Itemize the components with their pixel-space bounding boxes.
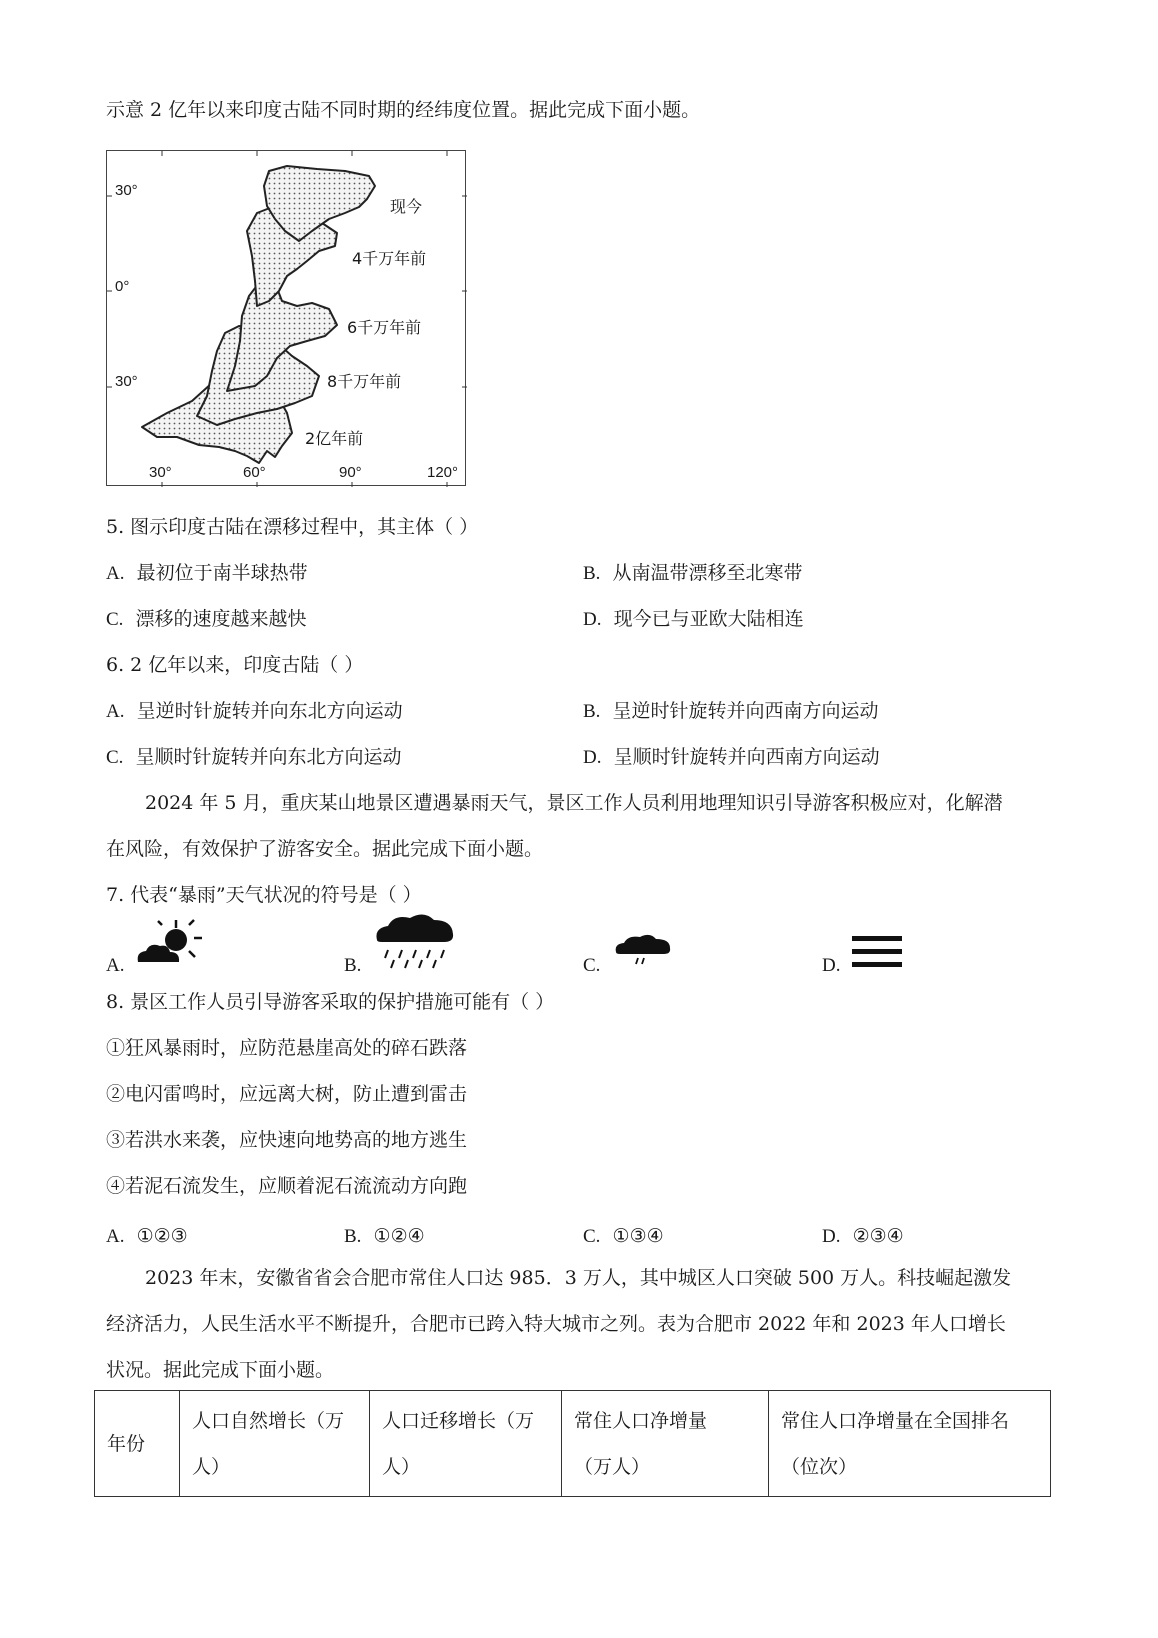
lon-label-60: 60°: [243, 464, 266, 481]
option-text: ①③④: [612, 1225, 664, 1247]
india-drift-map: [106, 150, 466, 486]
passage3-line3: 状况。据此完成下面小题。: [106, 1359, 335, 1381]
q5-option-a: [106, 561, 308, 586]
option-letter: B.: [344, 1226, 362, 1247]
q5-option-d: [583, 607, 804, 632]
period-label-present: 现今: [390, 197, 423, 216]
header-cell-net-increase: 常住人口净增量 （万人）: [562, 1391, 769, 1497]
passage2-line2: 在风险，有效保护了游客安全。据此完成下面小题。: [106, 838, 544, 860]
q7-option-a-letter: A.: [106, 955, 125, 976]
period-label-200mya: 2亿年前: [305, 429, 364, 448]
lat-label-0: 0°: [115, 278, 130, 295]
header-cell-national-rank: 常住人口净增量在全国排名 （位次）: [769, 1391, 1051, 1497]
lat-label-30n: 30°: [115, 182, 138, 199]
option-letter: A.: [106, 701, 125, 722]
sun-behind-cloud-icon: [134, 918, 204, 970]
lat-label-30s: 30°: [115, 373, 138, 390]
q8-item-2: ②电闪雷鸣时，应远离大树，防止遭到雷击: [106, 1083, 468, 1105]
q7-stem: 7. 代表“暴雨”天气状况的符号是（ ）: [106, 884, 422, 906]
fog-icon: [852, 934, 904, 970]
header-cell-natural-growth: 人口自然增长（万 人）: [180, 1391, 370, 1497]
option-text: 呈顺时针旋转并向西南方向运动: [613, 746, 880, 768]
option-letter: C.: [106, 609, 124, 630]
q5-stem: 5. 图示印度古陆在漂移过程中，其主体（ ）: [106, 516, 479, 538]
period-label-40mya: 4千万年前: [352, 249, 427, 268]
q5-option-c: [106, 607, 307, 632]
q6-stem: 6. 2 亿年以来，印度古陆（ ）: [106, 654, 364, 676]
period-label-60mya: 6千万年前: [347, 318, 422, 337]
table-header-row: [95, 1391, 1051, 1497]
option-letter: C.: [106, 747, 124, 768]
option-letter: B.: [583, 563, 601, 584]
heavy-rain-cloud-icon: [374, 910, 456, 970]
passage2-line1: 2024 年 5 月，重庆某山地景区遭遇暴雨天气，景区工作人员利用地理知识引导游客积极应对，化解潜: [145, 792, 1003, 814]
q7-option-b-letter: B.: [344, 955, 362, 976]
period-label-80mya: 8千万年前: [327, 372, 402, 391]
q8-item-4: ④若泥石流发生，应顺着泥石流流动方向跑: [106, 1175, 468, 1197]
q8-option-c: [583, 1224, 664, 1249]
option-letter: A.: [106, 563, 125, 584]
q7-option-c-letter: C.: [583, 955, 601, 976]
option-text: 呈逆时针旋转并向西南方向运动: [612, 700, 879, 722]
intro-line: 示意 2 亿年以来印度古陆不同时期的经纬度位置。据此完成下面小题。: [106, 99, 701, 121]
population-growth-table: [94, 1390, 1051, 1497]
q8-option-b: [344, 1224, 425, 1249]
option-text: ②③④: [852, 1225, 904, 1247]
q7-option-d-letter: D.: [822, 955, 841, 976]
option-letter: D.: [583, 747, 602, 768]
option-text: 现今已与亚欧大陆相连: [613, 608, 804, 630]
option-letter: C.: [583, 1226, 601, 1247]
q8-option-a: [106, 1224, 188, 1249]
q6-option-b: [583, 699, 879, 724]
header-cell-migration-growth: 人口迁移增长（万 人）: [370, 1391, 562, 1497]
lon-label-30: 30°: [149, 464, 172, 481]
option-text: 最初位于南半球热带: [136, 562, 308, 584]
option-letter: D.: [583, 609, 602, 630]
option-text: 从南温带漂移至北寒带: [612, 562, 803, 584]
option-letter: A.: [106, 1226, 125, 1247]
option-text: 漂移的速度越来越快: [135, 608, 307, 630]
passage3-line1: 2023 年末，安徽省省会合肥市常住人口达 985．3 万人，其中城区人口突破 500 万人。科技崛起激发: [145, 1267, 1012, 1289]
header-cell-year: 年份: [95, 1391, 180, 1497]
option-text: ①②③: [136, 1225, 188, 1247]
lon-label-90: 90°: [339, 464, 362, 481]
option-letter: D.: [822, 1226, 841, 1247]
q8-item-1: ①狂风暴雨时，应防范悬崖高处的碎石跌落: [106, 1037, 468, 1059]
option-text: ①②④: [373, 1225, 425, 1247]
q8-stem: 8. 景区工作人员引导游客采取的保护措施可能有（ ）: [106, 991, 555, 1013]
q6-option-a: [106, 699, 403, 724]
q8-option-d: [822, 1224, 904, 1249]
lon-label-120: 120°: [427, 464, 459, 481]
q5-option-b: [583, 561, 803, 586]
q6-option-c: [106, 745, 402, 770]
light-rain-cloud-icon: [614, 932, 672, 968]
option-letter: B.: [583, 701, 601, 722]
passage3-line2: 经济活力，人民生活水平不断提升，合肥市已跨入特大城市之列。表为合肥市 2022 年和 2023 年人口增长: [106, 1313, 1006, 1335]
option-text: 呈逆时针旋转并向东北方向运动: [136, 700, 403, 722]
q6-option-d: [583, 745, 880, 770]
option-text: 呈顺时针旋转并向东北方向运动: [135, 746, 402, 768]
q8-item-3: ③若洪水来袭，应快速向地势高的地方逃生: [106, 1129, 468, 1151]
